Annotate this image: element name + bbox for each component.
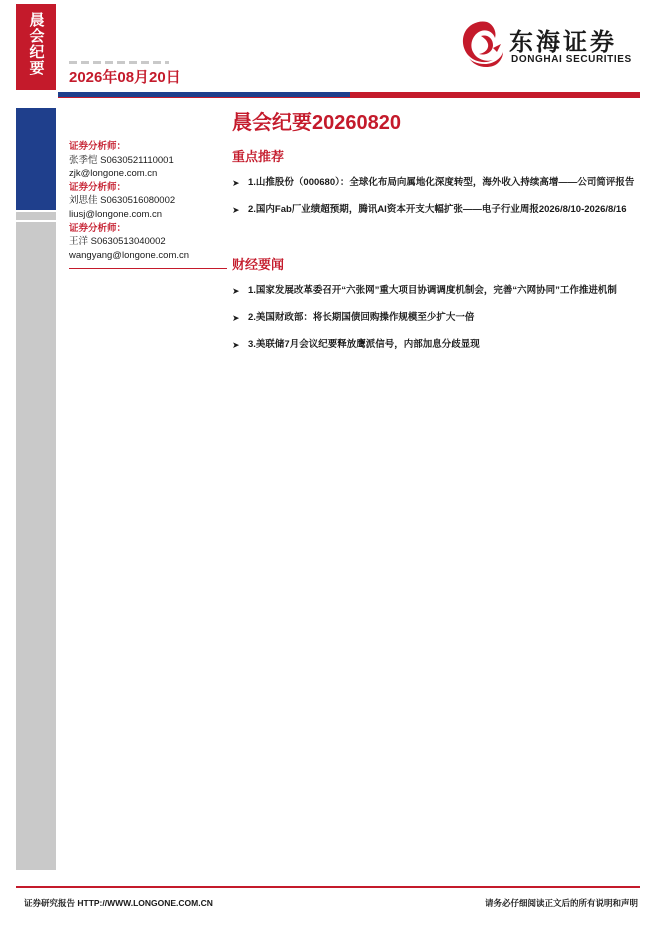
- analyst-entry: [69, 140, 229, 181]
- section-title-key-recommendations: 重点推荐: [232, 149, 285, 164]
- list-item-text: 2.国内Fab厂业绩超预期，腾讯AI资本开支大幅扩张——电子行业周报2026/8/10-2026/8/16: [248, 204, 627, 215]
- analyst-role: 证券分析师：: [69, 181, 127, 193]
- analyst-role: 证券分析师：: [69, 222, 127, 234]
- sidebar-gray-strip: [16, 212, 56, 220]
- financial-news-list: [232, 284, 640, 365]
- list-item[interactable]: [232, 338, 640, 352]
- arrow-bullet-icon: ➤: [232, 178, 240, 188]
- header-faint-text: [69, 61, 169, 64]
- report-date: 2026年08月20日: [69, 69, 181, 86]
- arrow-bullet-icon: ➤: [232, 205, 240, 215]
- list-item-text: 2.美国财政部：将长期国债回购操作规模至少扩大一倍: [248, 312, 475, 323]
- analyst-name-id: 刘思佳 S0630516080002: [69, 195, 176, 207]
- company-name-cn: 东海证券: [509, 29, 617, 56]
- list-item[interactable]: [232, 176, 640, 190]
- analyst-role: 证券分析师：: [69, 141, 127, 152]
- key-recommendations-list: [232, 176, 640, 230]
- report-type-label: 晨会纪要: [27, 12, 45, 76]
- arrow-bullet-icon: ➤: [232, 313, 240, 323]
- list-item[interactable]: [232, 311, 640, 325]
- dragon-logo-icon: [457, 18, 505, 72]
- header-red-line: [58, 97, 640, 98]
- analyst-name-id: 王洋 S0630513040002: [69, 236, 166, 248]
- analyst-email[interactable]: wangyang@longone.com.cn: [69, 249, 190, 261]
- analyst-email[interactable]: zjk@longone.com.cn: [69, 168, 158, 180]
- footer-site-link[interactable]: 证券研究报告 HTTP://WWW.LONGONE.COM.CN: [24, 898, 213, 908]
- page-title: 晨会纪要20260820: [232, 112, 401, 134]
- analyst-list: [69, 140, 229, 262]
- section-title-financial-news: 财经要闻: [232, 257, 285, 272]
- list-item-text: 3.美联储7月会议纪要释放鹰派信号，内部加息分歧显现: [248, 339, 480, 350]
- list-item-text: 1.国家发展改革委召开“六张网”重大项目协调调度机制会，完善“六网协同”工作推进机制: [248, 285, 617, 296]
- arrow-bullet-icon: ➤: [232, 286, 240, 296]
- sidebar-blue-block: [16, 108, 56, 210]
- list-item[interactable]: [232, 284, 640, 298]
- company-name-en: DONGHAI SECURITIES: [511, 54, 632, 65]
- analyst-name-id: 张季恺 S0630521110001: [69, 154, 174, 166]
- list-item[interactable]: [232, 203, 640, 217]
- analyst-entry: [69, 181, 229, 222]
- list-item-text: 1.山推股份（000680）：全球化布局向属地化深度转型，海外收入持续高增——公司简评报告: [248, 177, 635, 188]
- footer-divider: [16, 886, 640, 888]
- arrow-bullet-icon: ➤: [232, 340, 240, 350]
- sidebar-gray-block: [16, 222, 56, 870]
- analyst-email[interactable]: liusj@longone.com.cn: [69, 208, 163, 220]
- report-type-tag: [16, 4, 56, 90]
- footer-disclaimer: 请务必仔细阅读正文后的所有说明和声明: [484, 898, 638, 908]
- analyst-entry: [69, 222, 229, 263]
- analyst-divider: [69, 268, 227, 269]
- company-logo: [457, 18, 642, 72]
